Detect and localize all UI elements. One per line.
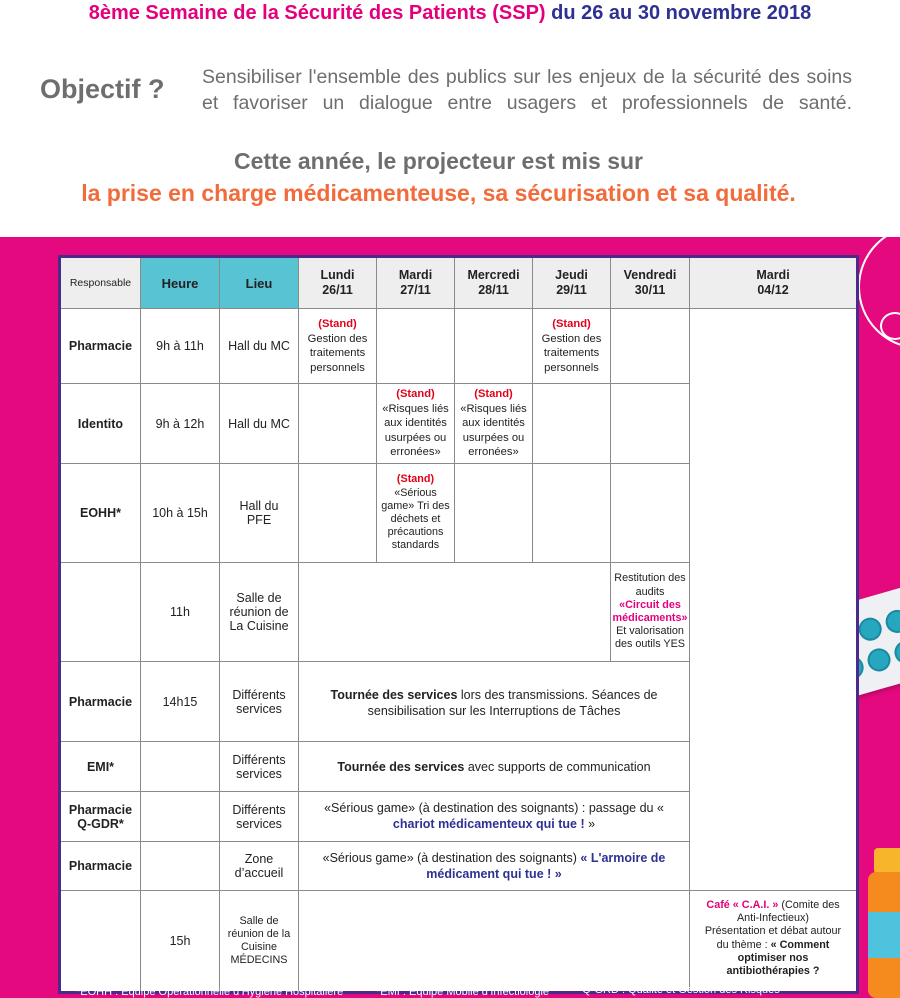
row-heure: 9h à 12h: [141, 384, 220, 464]
header-lieu: Lieu: [220, 258, 299, 309]
cafe-cai: Café « C.A.I. » (Comite des Anti-Infectieux) Présentation et débat autour du thème : « Comment optimiser nos antibiothérapies ?: [704, 899, 842, 978]
empty-cell: [299, 464, 377, 563]
row-responsable: Pharmacie: [61, 309, 141, 384]
row-lieu: Zone d’accueil: [220, 842, 299, 891]
empty-cell: [611, 464, 690, 563]
jeudi-stand: (Stand) Gestion des traitements personnels: [533, 309, 611, 384]
footnote-eohh: *EOHH : Équipe Opérationnelle d’Hygiène Hospitalière: [76, 986, 344, 998]
empty-cell: [299, 384, 377, 464]
empty-merged-cell: [299, 891, 690, 991]
header-day: Jeudi 29/11: [533, 258, 611, 309]
row-heure: [141, 742, 220, 792]
lundi-stand: (Stand) Gestion des traitements personnels: [299, 309, 377, 384]
serious-game-armoire: «Sérious game» (à destination des soignants) « L'armoire de médicament qui tue ! »: [299, 842, 690, 891]
row-heure: 11h: [141, 563, 220, 662]
row-heure: [141, 792, 220, 842]
objective-text: Sensibiliser l'ensemble des publics sur les enjeux de la sécurité des soins et favoriser un dialogue entre usagers et professionnels de santé.: [202, 66, 852, 114]
row-heure: 10h à 15h: [141, 464, 220, 563]
header-day: Lundi 26/11: [299, 258, 377, 309]
row-lieu: Différents services: [220, 662, 299, 742]
mardi-0412-empty: [690, 309, 856, 891]
title-event: 8ème Semaine de la Sécurité des Patients (SSP): [88, 2, 546, 24]
page-title: [0, 2, 900, 25]
header-day: Mardi 27/11: [377, 258, 455, 309]
empty-cell: [377, 309, 455, 384]
row-responsable: Pharmacie Q-GDR*: [61, 792, 141, 842]
row-heure: 15h: [141, 891, 220, 991]
header-day: Vendredi 30/11: [611, 258, 690, 309]
vendredi-restitution: Restitution des audits «Circuit des médicaments» Et valorisation des outils YES: [611, 563, 690, 662]
row-lieu: Hall du MC: [220, 384, 299, 464]
empty-cell: [455, 464, 533, 563]
row-responsable: [61, 563, 141, 662]
row-responsable: Identito: [61, 384, 141, 464]
row-heure: 14h15: [141, 662, 220, 742]
row-heure: [141, 842, 220, 891]
mardi-stand: (Stand) «Risques liés aux identités usurpées ou erronées»: [377, 384, 455, 464]
empty-cell: [533, 464, 611, 563]
focus-line-2: la prise en charge médicamenteuse, sa sécurisation et sa qualité.: [81, 180, 796, 206]
header-day: Mardi 04/12: [690, 258, 856, 309]
row-responsable: Pharmacie: [61, 842, 141, 891]
header-day: Mercredi 28/11: [455, 258, 533, 309]
header-responsable: Responsable: [61, 258, 141, 309]
row-responsable: EMI*: [61, 742, 141, 792]
row-lieu: Hall du PFE: [220, 464, 299, 563]
empty-cell: [455, 309, 533, 384]
row-lieu: Différents services: [220, 742, 299, 792]
title-dates: du 26 au 30 novembre 2018: [551, 2, 812, 24]
mardi-stand: (Stand) «Sérious game» Tri des déchets et précautions standards: [377, 464, 455, 563]
tournee-transmissions: Tournée des services lors des transmissions. Séances de sensibilisation sur les Interruptions de Tâches: [299, 662, 690, 742]
empty-cell: [611, 384, 690, 464]
footnote-emi: *EMI : Équipe Mobile d’Infectiologie: [376, 986, 550, 998]
footnote-qgrd: *Q-GRD : Qualité et Gestion des Risques: [578, 984, 780, 996]
row-responsable: Pharmacie: [61, 662, 141, 742]
row-responsable: EOHH*: [61, 464, 141, 563]
medicine-bottle-icon: [868, 848, 900, 998]
serious-game-chariot: «Sérious game» (à destination des soignants) : passage du « chariot médicamenteux qui tue ! »: [299, 792, 690, 842]
row-lieu: Hall du MC: [220, 309, 299, 384]
objective-label: Objectif ?: [40, 74, 165, 104]
row-heure: 9h à 11h: [141, 309, 220, 384]
tournee-communication: Tournée des services avec supports de communication: [299, 742, 690, 792]
header-heure: Heure: [141, 258, 220, 309]
mercredi-stand: (Stand) «Risques liés aux identités usurpées ou erronées»: [455, 384, 533, 464]
schedule-table: [58, 255, 859, 994]
empty-cell: [611, 309, 690, 384]
row-lieu: Salle de réunion de la Cuisine MÉDECINS: [220, 891, 299, 991]
empty-cell: [533, 384, 611, 464]
row-responsable: [61, 891, 141, 991]
row-lieu: Salle de réunion de La Cuisine: [220, 563, 299, 662]
focus-line-1: Cette année, le projecteur est mis sur: [233, 148, 644, 174]
empty-merged-cell: [299, 563, 611, 662]
row-lieu: Différents services: [220, 792, 299, 842]
